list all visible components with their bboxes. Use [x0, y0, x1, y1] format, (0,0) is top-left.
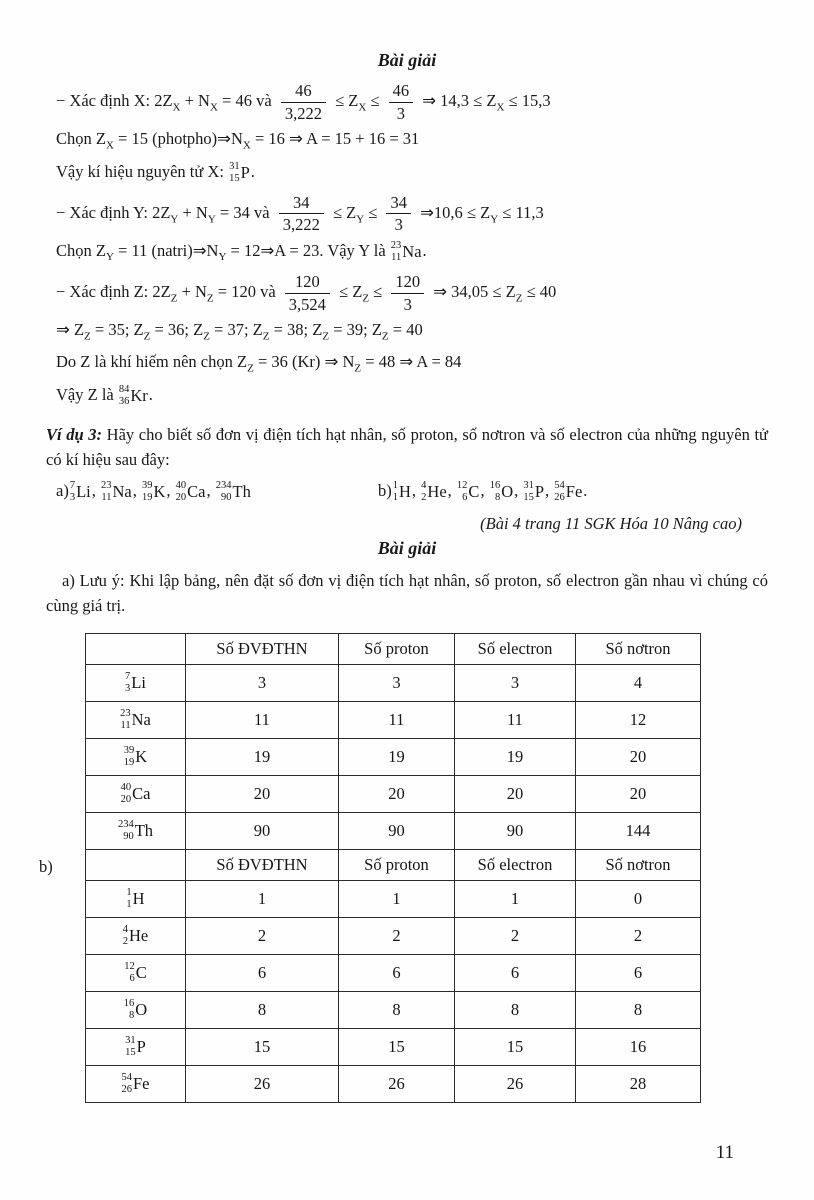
table-cell: 15	[186, 1028, 339, 1065]
table-cell: 2	[339, 917, 455, 954]
solution-line-y-choose: Chọn $Z_Y = 11$ $(natri)\Rightarrow N_Y$ = 12⇒A = 23. Vậy Y là 23 11 Na .	[56, 240, 427, 264]
table-cell: 6	[339, 954, 455, 991]
isotope-cell	[86, 701, 186, 738]
table-cell: 90	[186, 812, 339, 849]
isotope-notation: 234 90 Th	[215, 480, 251, 504]
table-cell: 8	[576, 991, 701, 1028]
table-cell: 20	[576, 738, 701, 775]
table-cell: 8	[186, 991, 339, 1028]
table-cell: 12	[576, 701, 701, 738]
isotope-notation: 16 8 O	[123, 997, 148, 1021]
solution-line-z: − Xác định Z: $2Z_Z + N_Z = 120$ và $\frac{120}{3,524}$ ≤ $Z_Z$ ≤ $\frac{120}{3}$ ⇒ $34,05 \le Z_Z \le 40$	[56, 272, 557, 314]
isotope-notation: 234 90 Th	[117, 818, 154, 842]
table-b	[85, 849, 701, 1103]
table-cell: 16	[576, 1028, 701, 1065]
solution-heading-2: Bài giải	[377, 538, 437, 559]
isotope-cell	[86, 1065, 186, 1102]
isotope-notation: 4 2 He	[122, 923, 149, 947]
table-cell: 3	[339, 664, 455, 701]
isotope-cell	[86, 738, 186, 775]
isotope-notation: 7 3 Li	[69, 480, 91, 504]
solution-line-z-choose: Do Z là khí hiếm nên chọn $Z_Z = 36$ (Kr) ⇒ $N_Z = 48$ ⇒ A = 84	[56, 351, 462, 375]
solution-line-x: − Xác định X: $2Z_X + N_X = 46$ và $\frac{46}{3,222}$ ≤ $Z_X$ ≤ $\frac{46}{3}$ ⇒ $14,3 \le Z_X \le 15,3$	[56, 81, 551, 123]
table-row	[86, 701, 701, 738]
isotope-notation: 7 3 Li	[125, 670, 146, 694]
label-b: b)	[39, 856, 53, 876]
column-header-blank	[86, 849, 186, 880]
fraction: $\frac{120}{3,524}$	[285, 272, 330, 315]
fraction: $\frac{34}{3}$	[386, 193, 411, 236]
table-row	[86, 1028, 701, 1065]
column-header-electron: Số electron	[455, 849, 576, 880]
isotope-notation: 12 6 C	[124, 960, 147, 984]
isotope-notation: 12 6 C	[456, 480, 480, 504]
table-cell: 28	[576, 1065, 701, 1102]
table-b-header-row	[86, 849, 701, 880]
isotope-notation: 31 15 P	[523, 480, 545, 504]
page-number: 11	[715, 1142, 734, 1163]
isotope-notation: 54 26 Fe	[554, 480, 583, 504]
isotope-notation: 31 15 P	[125, 1034, 146, 1058]
isotope-cell	[86, 775, 186, 812]
isotope-notation: 31 15 P	[229, 160, 250, 184]
solution-line-y: − Xác định Y: $2Z_Y + N_Y = 34$ và $\frac{34}{3,222}$ ≤ $Z_Y$ ≤ $\frac{34}{3}$ ⇒10,6 ≤ $Z_Y \le 11,3$	[56, 192, 544, 235]
table-row	[86, 775, 701, 812]
isotope-cell	[86, 954, 186, 991]
isotope-cell	[86, 664, 186, 701]
table-row	[86, 1065, 701, 1102]
table-cell: 20	[576, 775, 701, 812]
table-cell: 26	[186, 1065, 339, 1102]
solution-line-x-choose: Chọn $Z_X = 15$ $(photpho)\Rightarrow N_X = 16$ ⇒ A = 15 + 16 = 31	[56, 128, 420, 151]
table-cell: 20	[455, 775, 576, 812]
solution-heading-1: Bài giải	[377, 50, 437, 70]
table-row	[86, 664, 701, 701]
table-cell: 8	[455, 991, 576, 1028]
table-cell: 19	[339, 738, 455, 775]
example-isotope-list	[46, 480, 768, 504]
column-header-dvdthn: Số ĐVĐTHN	[186, 633, 339, 664]
fraction: $\frac{120}{3}$	[391, 272, 424, 315]
table-cell: 2	[186, 917, 339, 954]
table-cell: 0	[576, 880, 701, 917]
column-header-proton: Số proton	[339, 849, 455, 880]
table-cell: 11	[339, 701, 455, 738]
isotope-notation: 39 19 K	[123, 744, 148, 768]
table-cell: 1	[186, 880, 339, 917]
table-cell: 15	[455, 1028, 576, 1065]
table-cell: 15	[339, 1028, 455, 1065]
isotope-cell	[86, 812, 186, 849]
table-cell: 26	[339, 1065, 455, 1102]
table-row	[86, 917, 701, 954]
column-header-blank	[86, 633, 186, 664]
table-cell: 1	[455, 880, 576, 917]
isotope-notation: 40 20 Ca	[120, 781, 151, 805]
column-header-notron: Số nơtron	[576, 849, 701, 880]
table-a-header-row	[86, 633, 701, 664]
fraction: $\frac{34}{3,222}$	[279, 193, 324, 236]
table-cell: 6	[186, 954, 339, 991]
isotope-notation: 4 2 He	[421, 480, 447, 504]
isotope-notation: 1 1 H	[392, 480, 411, 504]
isotope-notation: 84 36 Kr	[118, 383, 148, 407]
table-cell: 11	[455, 701, 576, 738]
table-row	[86, 991, 701, 1028]
isotope-notation: 1 1 H	[126, 886, 145, 910]
table-row	[86, 954, 701, 991]
table-cell: 90	[339, 812, 455, 849]
table-cell: 6	[455, 954, 576, 991]
column-header-electron: Số electron	[455, 633, 576, 664]
table-a	[85, 633, 701, 850]
solution-line-x-result: Vậy kí hiệu nguyên tử X: 31 15 P .	[56, 160, 255, 184]
table-row	[86, 880, 701, 917]
example3-label: Ví dụ 3:	[46, 424, 103, 444]
isotope-cell	[86, 1028, 186, 1065]
table-cell: 19	[186, 738, 339, 775]
table-cell: 6	[576, 954, 701, 991]
table-cell: 3	[455, 664, 576, 701]
table-cell: 20	[339, 775, 455, 812]
isotope-notation: 40 20 Ca	[175, 480, 206, 504]
source-reference: (Bài 4 trang 11 SGK Hóa 10 Nâng cao)	[480, 514, 742, 534]
isotope-notation: 39 19 K	[142, 480, 166, 504]
isotope-notation: 23 11 Na	[101, 480, 132, 504]
solution-line-z-candidates: ⇒ $Z_Z = 35$; $Z_Z = 36$; $Z_Z = 37$; $Z_Z = 38$; $Z_Z = 39$; $Z_Z = 40$	[56, 319, 423, 343]
table-cell: 26	[455, 1065, 576, 1102]
column-header-proton: Số proton	[339, 633, 455, 664]
table-cell: 3	[186, 664, 339, 701]
isotope-cell	[86, 880, 186, 917]
isotope-notation: 16 8 O	[489, 480, 514, 504]
solution-line-z-result: Vậy Z là 84 36 Kr .	[56, 383, 153, 407]
note-a: a) Lưu ý: Khi lập bảng, nên đặt số đơn vị điện tích hạt nhân, số proton, số electron gần nhau vì chúng có cùng giá trị.	[46, 571, 768, 616]
isotope-notation: 23 11 Na	[390, 240, 422, 264]
isotope-list-b: b) 1 1 H , 4 2 He , 12 6 C , 16 8 O , 31 15 P , 54 26 Fe .	[378, 480, 588, 504]
table-cell: 4	[576, 664, 701, 701]
isotope-cell	[86, 991, 186, 1028]
fraction: $\frac{46}{3}$	[389, 81, 414, 124]
isotope-notation: 23 11 Na	[120, 707, 151, 731]
table-row	[86, 738, 701, 775]
table-cell: 2	[576, 917, 701, 954]
tables-block	[39, 633, 768, 1103]
example3-paragraph	[46, 423, 768, 473]
fraction: $\frac{46}{3,222}$	[281, 81, 326, 124]
example3-text: Hãy cho biết số đơn vị điện tích hạt nhân, số proton, số nơtron và số electron của những nguyên tử có kí hiệu sau đây:	[46, 424, 768, 469]
table-cell: 8	[339, 991, 455, 1028]
table-cell: 19	[455, 738, 576, 775]
isotope-notation: 54 26 Fe	[121, 1071, 150, 1095]
table-cell: 90	[455, 812, 576, 849]
column-header-notron: Số nơtron	[576, 633, 701, 664]
isotope-cell	[86, 917, 186, 954]
table-cell: 1	[339, 880, 455, 917]
table-cell: 20	[186, 775, 339, 812]
table-cell: 144	[576, 812, 701, 849]
table-row	[86, 812, 701, 849]
column-header-dvdthn: Số ĐVĐTHN	[186, 849, 339, 880]
isotope-list-a: a) 7 3 Li , 23 11 Na , 39 19 K , 40 20 Ca , 234 90 Th	[56, 480, 251, 504]
table-b-wrapper	[39, 849, 768, 1103]
table-cell: 2	[455, 917, 576, 954]
table-cell: 11	[186, 701, 339, 738]
